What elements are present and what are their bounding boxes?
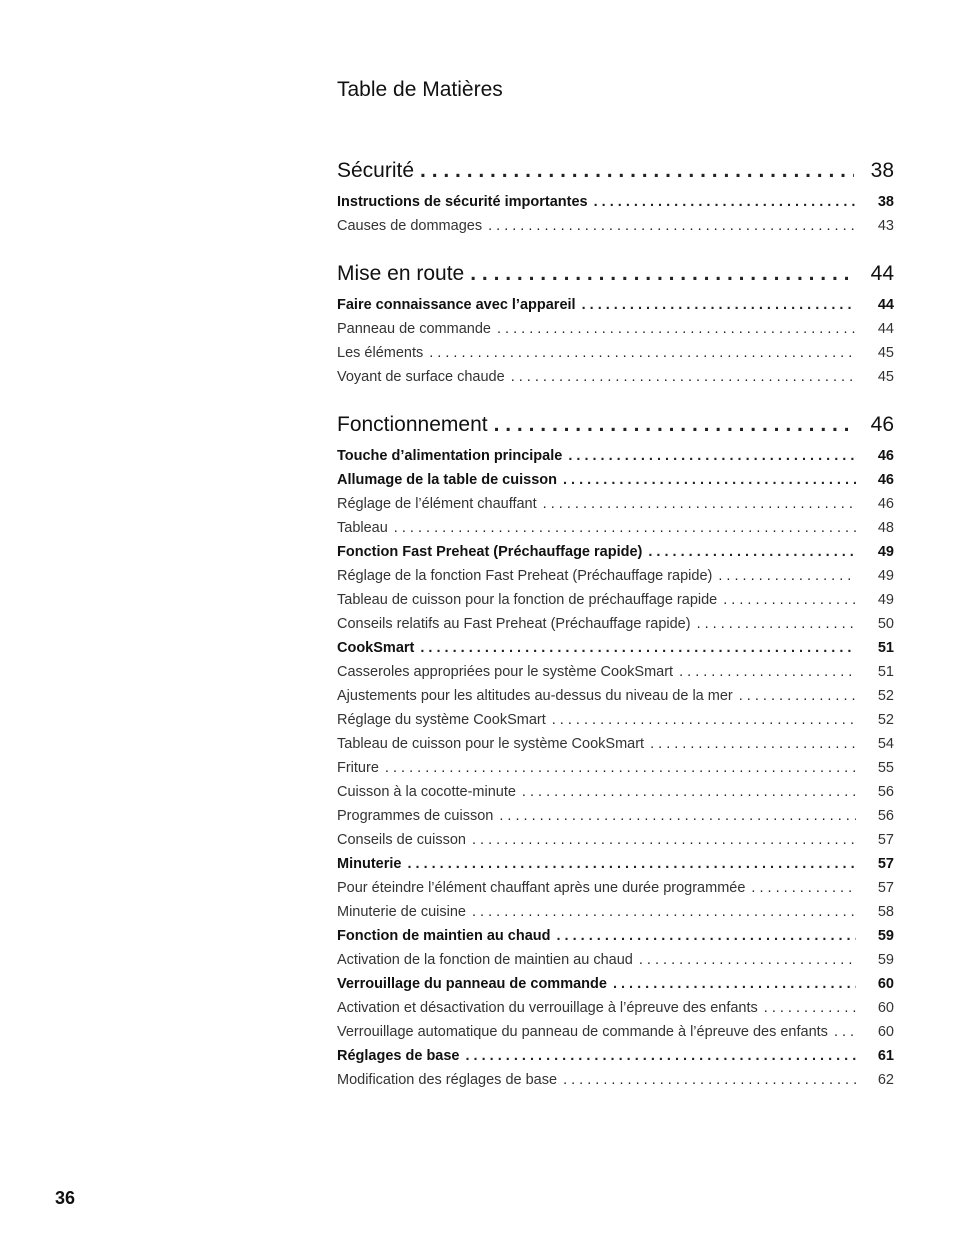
page-title: Table de Matières	[337, 78, 503, 101]
dot-leader	[472, 828, 856, 852]
toc-section-heading[interactable]	[337, 258, 894, 290]
toc-entry[interactable]	[337, 804, 894, 828]
toc-entry-page: 56	[877, 784, 894, 800]
toc-entry[interactable]	[337, 828, 894, 852]
dot-leader	[499, 804, 856, 828]
toc-entry[interactable]	[337, 540, 894, 564]
toc-section	[337, 409, 894, 1092]
toc-entry[interactable]	[337, 900, 894, 924]
dot-leader	[697, 612, 856, 636]
toc-entry-page: 51	[877, 640, 894, 656]
toc-entry-page: 49	[877, 592, 894, 608]
dot-leader	[639, 948, 856, 972]
dot-leader	[470, 258, 854, 290]
toc-entry-label: Causes de dommages	[337, 218, 483, 234]
dot-leader	[582, 293, 856, 317]
toc-entry-page: 45	[877, 345, 894, 361]
toc-entry-label: Conseils relatifs au Fast Preheat (Préchauffage rapide)	[337, 616, 691, 632]
dot-leader	[472, 900, 856, 924]
toc-entry-page: 60	[877, 1024, 894, 1040]
toc-entry[interactable]	[337, 214, 894, 238]
toc-entry-page: 56	[877, 808, 894, 824]
toc-entry-label: CookSmart	[337, 640, 415, 656]
dot-leader	[420, 155, 854, 187]
toc-entry-label: Réglage de l’élément chauffant	[337, 496, 537, 512]
dot-leader	[407, 852, 856, 876]
toc-entry[interactable]	[337, 924, 894, 948]
section-heading-label: Fonctionnement	[337, 413, 488, 436]
toc-entry-page: 44	[877, 297, 894, 313]
toc-entry[interactable]	[337, 317, 894, 341]
toc-entry[interactable]	[337, 1044, 894, 1068]
toc-entry-label: Verrouillage du panneau de commande	[337, 976, 607, 992]
toc-entry[interactable]	[337, 684, 894, 708]
dot-leader	[497, 317, 856, 341]
toc-entry-page: 52	[877, 688, 894, 704]
toc-entry-page: 57	[877, 832, 894, 848]
section-heading-label: Mise en route	[337, 262, 465, 285]
toc-entry-label: Fonction de maintien au chaud	[337, 928, 551, 944]
toc-entry[interactable]	[337, 876, 894, 900]
dot-leader	[834, 1020, 856, 1044]
toc-entry-page: 46	[877, 448, 894, 464]
dot-leader	[394, 516, 856, 540]
toc-entry[interactable]	[337, 708, 894, 732]
toc-entry[interactable]	[337, 468, 894, 492]
dot-leader	[488, 214, 856, 238]
toc-entry[interactable]	[337, 588, 894, 612]
dot-leader	[466, 1044, 857, 1068]
dot-leader	[429, 341, 856, 365]
toc-entry-page: 50	[877, 616, 894, 632]
toc-entry-label: Fonction Fast Preheat (Préchauffage rapide)	[337, 544, 643, 560]
section-heading-label: Sécurité	[337, 159, 415, 182]
dot-leader	[563, 1068, 856, 1092]
toc-entry-page: 49	[877, 544, 894, 560]
toc-entry-label: Minuterie de cuisine	[337, 904, 466, 920]
toc-entry-page: 46	[877, 496, 894, 512]
toc-entry-page: 55	[877, 760, 894, 776]
dot-leader	[552, 708, 856, 732]
toc-entry-page: 49	[877, 568, 894, 584]
toc-entry[interactable]	[337, 948, 894, 972]
toc-entry-page: 57	[877, 856, 894, 872]
toc-entry-label: Réglage de la fonction Fast Preheat (Préchauffage rapide)	[337, 568, 713, 584]
toc-entry-label: Tableau de cuisson pour le système CookSmart	[337, 736, 645, 752]
dot-leader	[543, 492, 856, 516]
dot-leader	[494, 409, 854, 441]
toc-entry[interactable]	[337, 852, 894, 876]
dot-leader	[650, 732, 856, 756]
toc-entry-label: Conseils de cuisson	[337, 832, 466, 848]
toc-entry-page: 45	[877, 369, 894, 385]
toc-entry-label: Voyant de surface chaude	[337, 369, 505, 385]
dot-leader	[511, 365, 856, 389]
toc-entry-page: 38	[877, 194, 894, 210]
section-page-number: 46	[870, 413, 894, 436]
toc-entry-page: 44	[877, 321, 894, 337]
section-page-number: 38	[870, 159, 894, 182]
page-number: 36	[55, 1188, 76, 1208]
dot-leader	[718, 564, 856, 588]
section-page-number: 44	[870, 262, 894, 285]
toc-entry[interactable]	[337, 780, 894, 804]
dot-leader	[594, 190, 856, 214]
toc-entry-label: Activation de la fonction de maintien au chaud	[337, 952, 633, 968]
toc-entry[interactable]	[337, 636, 894, 660]
toc-entry-page: 61	[877, 1048, 894, 1064]
toc-section-heading[interactable]	[337, 155, 894, 187]
toc-entry-label: Pour éteindre l’élément chauffant après une durée programmée	[337, 880, 746, 896]
toc-entry-label: Modification des réglages de base	[337, 1072, 558, 1088]
dot-leader	[764, 996, 856, 1020]
toc-entry-page: 60	[877, 1000, 894, 1016]
toc-entry[interactable]	[337, 612, 894, 636]
toc-entry[interactable]	[337, 1020, 894, 1044]
toc-entry[interactable]	[337, 444, 894, 468]
table-of-contents	[337, 155, 894, 1112]
toc-entry-label: Allumage de la table de cuisson	[337, 472, 557, 488]
toc-entry-label: Tableau	[337, 520, 388, 536]
toc-entry-label: Instructions de sécurité importantes	[337, 194, 588, 210]
toc-entry-label: Programmes de cuisson	[337, 808, 494, 824]
toc-entry-page: 52	[877, 712, 894, 728]
toc-section	[337, 258, 894, 389]
toc-section-heading[interactable]	[337, 409, 894, 441]
toc-entry-label: Activation et désactivation du verrouillage à l’épreuve des enfants	[337, 1000, 758, 1016]
dot-leader	[568, 444, 856, 468]
dot-leader	[557, 924, 857, 948]
toc-entry[interactable]	[337, 190, 894, 214]
toc-entry-label: Tableau de cuisson pour la fonction de préchauffage rapide	[337, 592, 718, 608]
toc-entry-label: Casseroles appropriées pour le système CookSmart	[337, 664, 674, 680]
dot-leader	[723, 588, 856, 612]
toc-entry[interactable]	[337, 660, 894, 684]
toc-entry[interactable]	[337, 293, 894, 317]
toc-entry[interactable]	[337, 1068, 894, 1092]
toc-entry-page: 54	[877, 736, 894, 752]
toc-entry[interactable]	[337, 564, 894, 588]
toc-entry-label: Touche d’alimentation principale	[337, 448, 563, 464]
toc-entry-page: 62	[877, 1072, 894, 1088]
toc-entry-label: Les éléments	[337, 345, 424, 361]
toc-entry[interactable]	[337, 756, 894, 780]
toc-entry-label: Verrouillage automatique du panneau de commande à l’épreuve des enfants	[337, 1024, 828, 1040]
toc-entry-page: 48	[877, 520, 894, 536]
toc-entry-page: 46	[877, 472, 894, 488]
toc-entry-label: Cuisson à la cocotte-minute	[337, 784, 516, 800]
dot-leader	[613, 972, 856, 996]
toc-entry-page: 60	[877, 976, 894, 992]
toc-entry-label: Ajustements pour les altitudes au-dessus du niveau de la mer	[337, 688, 733, 704]
toc-entry[interactable]	[337, 341, 894, 365]
toc-entry-label: Réglage du système CookSmart	[337, 712, 546, 728]
dot-leader	[679, 660, 856, 684]
toc-entry-label: Minuterie	[337, 856, 402, 872]
toc-entry[interactable]	[337, 365, 894, 389]
toc-entry[interactable]	[337, 732, 894, 756]
toc-entry[interactable]	[337, 516, 894, 540]
toc-entry[interactable]	[337, 972, 894, 996]
toc-entry-label: Panneau de commande	[337, 321, 491, 337]
dot-leader	[420, 636, 856, 660]
dot-leader	[751, 876, 856, 900]
toc-entry-page: 58	[877, 904, 894, 920]
dot-leader	[522, 780, 856, 804]
dot-leader	[648, 540, 856, 564]
toc-entry-page: 59	[877, 928, 894, 944]
dot-leader	[563, 468, 856, 492]
toc-entry-page: 59	[877, 952, 894, 968]
toc-entry[interactable]	[337, 492, 894, 516]
toc-entry-page: 51	[877, 664, 894, 680]
toc-entry-page: 43	[877, 218, 894, 234]
toc-entry[interactable]	[337, 996, 894, 1020]
toc-entry-label: Friture	[337, 760, 379, 776]
toc-entry-page: 57	[877, 880, 894, 896]
toc-section	[337, 155, 894, 238]
toc-entry-label: Réglages de base	[337, 1048, 460, 1064]
dot-leader	[385, 756, 856, 780]
toc-entry-label: Faire connaissance avec l’appareil	[337, 297, 576, 313]
dot-leader	[739, 684, 856, 708]
